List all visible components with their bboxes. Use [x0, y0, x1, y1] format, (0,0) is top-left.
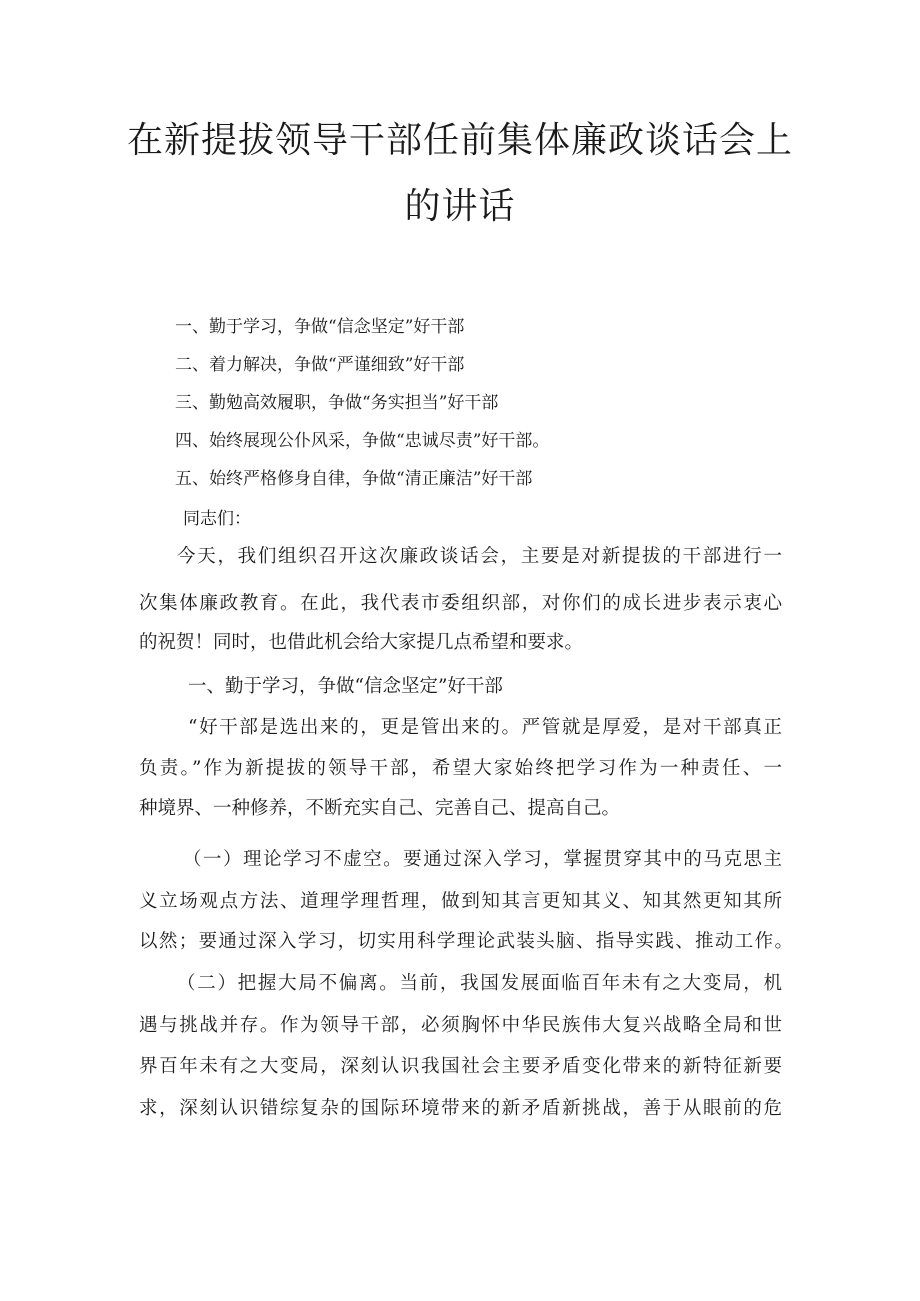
section-heading: 一、勤于学习，争做“信念坚定”好干部 — [188, 676, 503, 697]
point-2-line: 界百年未有之大变局，深刻认识我国社会主要矛盾变化带来的新特征新要 — [139, 1056, 782, 1077]
point-2-line: （二）把握大局不偏离。当前，我国发展面临百年未有之大变局，机 — [177, 973, 782, 994]
salutation: 同志们： — [183, 509, 251, 529]
intro-line: 今天，我们组织召开这次廉政谈话会，主要是对新提拔的干部进行一 — [177, 546, 782, 567]
outline-item: 五、始终严格修身自律，争做“清正廉洁”好干部 — [175, 469, 533, 489]
outline-item: 三、勤勉高效履职，争做“务实担当”好干部 — [175, 393, 499, 413]
intro-line: 次集体廉政教育。在此，我代表市委组织部，对你们的成长进步表示衷心 — [139, 593, 782, 614]
intro-line: 的祝贺！同时，也借此机会给大家提几点希望和要求。 — [139, 632, 584, 653]
document-title-line-1: 在新提拔领导干部任前集体廉政谈话会上 — [126, 120, 793, 161]
outline-list — [175, 315, 549, 505]
point-1-line: （一）理论学习不虚空。要通过深入学习，掌握贯穿其中的马克思主 — [183, 849, 782, 870]
outline-item: 四、始终展现公仆风采，争做“忠诚尽责”好干部。 — [175, 431, 550, 451]
quote-line: 种境界、一种修养，不断充实自己、完善自己、提高自己。 — [139, 798, 621, 819]
point-1-line: 以然；要通过深入学习，切实用科学理论武装头脑、指导实践、推动工作。 — [139, 931, 793, 952]
document-title-line-2: 的讲话 — [404, 186, 516, 227]
outline-item: 二、着力解决，争做“严谨细致”好干部 — [175, 355, 465, 375]
quote-line: 负责。”作为新提拔的领导干部，希望大家始终把学习作为一种责任、一 — [139, 758, 782, 779]
point-2-line: 求，深刻认识错综复杂的国际环境带来的新矛盾新挑战，善于从眼前的危 — [139, 1098, 782, 1119]
point-1-line: 义立场观点方法、道理学理哲理，做到知其言更知其义、知其然更知其所 — [139, 891, 782, 912]
quote-line: “好干部是选出来的，更是管出来的。严管就是厚爱，是对干部真正 — [188, 717, 782, 738]
outline-item: 一、勤于学习，争做“信念坚定”好干部 — [175, 317, 465, 337]
point-2-line: 遇与挑战并存。作为领导干部，必须胸怀中华民族伟大复兴战略全局和世 — [139, 1015, 782, 1036]
